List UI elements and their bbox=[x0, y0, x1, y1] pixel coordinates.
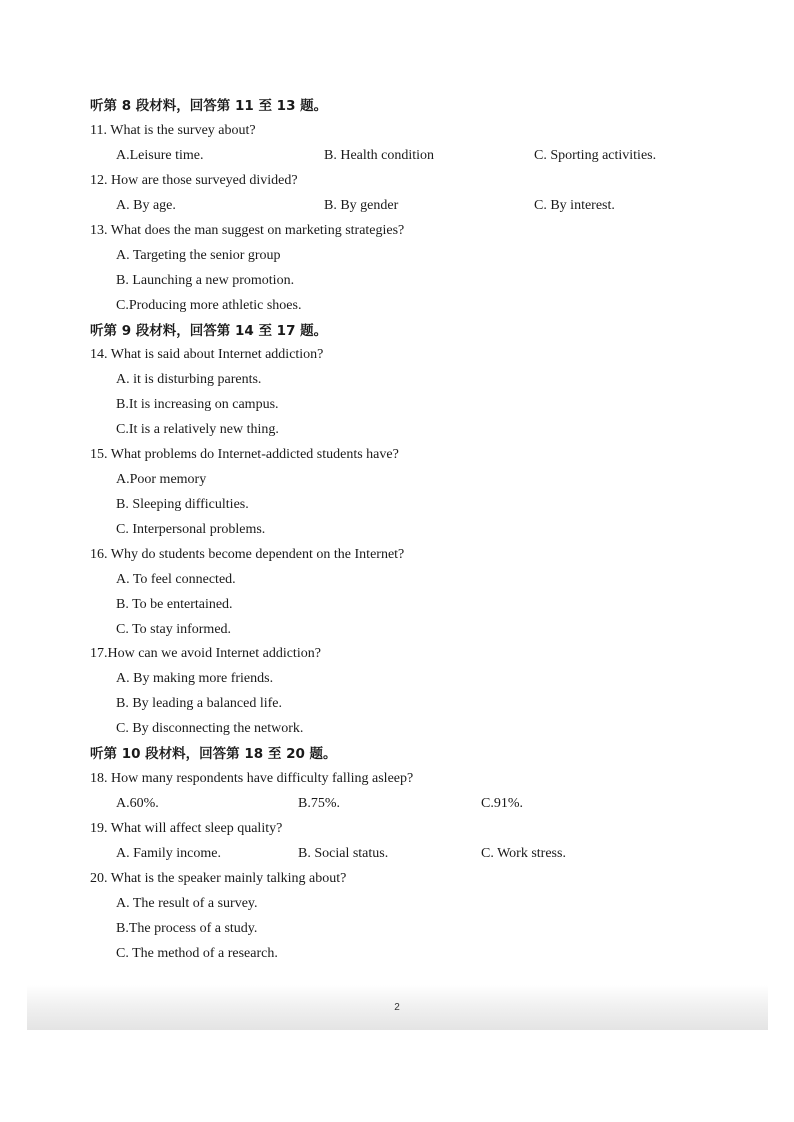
q17-option-b: B. By leading a balanced life. bbox=[116, 696, 282, 711]
q17-option-a: A. By making more friends. bbox=[116, 671, 274, 686]
q19-option-c: C. Work stress. bbox=[481, 846, 566, 861]
q20-option-b: B.The process of a study. bbox=[116, 921, 258, 936]
q12-option-b: B. By gender bbox=[324, 198, 399, 213]
section-heading-8: 听第 8 段材料，回答第 11 至 13 题。 bbox=[90, 98, 328, 114]
q16-option-c: C. To stay informed. bbox=[116, 622, 232, 637]
question-19: 19. What will affect sleep quality? bbox=[90, 821, 283, 836]
question-17: 17.How can we avoid Internet addiction? bbox=[90, 646, 321, 661]
q15-option-a: A.Poor memory bbox=[116, 472, 207, 487]
q17-option-c: C. By disconnecting the network. bbox=[116, 721, 304, 736]
q12-option-c: C. By interest. bbox=[534, 198, 615, 213]
q14-option-b: B.It is increasing on campus. bbox=[116, 397, 279, 412]
question-12: 12. How are those surveyed divided? bbox=[90, 173, 298, 188]
q11-option-a: A.Leisure time. bbox=[116, 148, 204, 163]
q16-option-b: B. To be entertained. bbox=[116, 597, 233, 612]
q15-option-c: C. Interpersonal problems. bbox=[116, 522, 266, 537]
section-heading-10: 听第 10 段材料，回答第 18 至 20 题。 bbox=[90, 746, 337, 762]
q19-option-a: A. Family income. bbox=[116, 846, 221, 861]
question-16: 16. Why do students become dependent on the Internet? bbox=[90, 547, 405, 562]
section-heading-9: 听第 9 段材料，回答第 14 至 17 题。 bbox=[90, 323, 328, 339]
question-20: 20. What is the speaker mainly talking about? bbox=[90, 871, 347, 886]
q18-option-a: A.60%. bbox=[116, 796, 159, 811]
question-13: 13. What does the man suggest on marketing strategies? bbox=[90, 223, 405, 238]
q16-option-a: A. To feel connected. bbox=[116, 572, 236, 587]
q13-option-a: A. Targeting the senior group bbox=[116, 248, 281, 263]
q20-option-c: C. The method of a research. bbox=[116, 946, 278, 961]
q15-option-b: B. Sleeping difficulties. bbox=[116, 497, 249, 512]
question-11: 11. What is the survey about? bbox=[90, 123, 256, 138]
page-number: 2 bbox=[394, 1002, 400, 1013]
q18-option-b: B.75%. bbox=[298, 796, 340, 811]
question-18: 18. How many respondents have difficulty falling asleep? bbox=[90, 771, 414, 786]
q20-option-a: A. The result of a survey. bbox=[116, 896, 258, 911]
question-14: 14. What is said about Internet addiction? bbox=[90, 347, 324, 362]
q13-option-b: B. Launching a new promotion. bbox=[116, 273, 295, 288]
q18-option-c: C.91%. bbox=[481, 796, 523, 811]
question-15: 15. What problems do Internet-addicted students have? bbox=[90, 447, 399, 462]
q14-option-c: C.It is a relatively new thing. bbox=[116, 422, 279, 437]
q12-option-a: A. By age. bbox=[116, 198, 176, 213]
q11-option-c: C. Sporting activities. bbox=[534, 148, 657, 163]
q19-option-b: B. Social status. bbox=[298, 846, 389, 861]
q11-option-b: B. Health condition bbox=[324, 148, 435, 163]
q14-option-a: A. it is disturbing parents. bbox=[116, 372, 262, 387]
q13-option-c: C.Producing more athletic shoes. bbox=[116, 298, 302, 313]
